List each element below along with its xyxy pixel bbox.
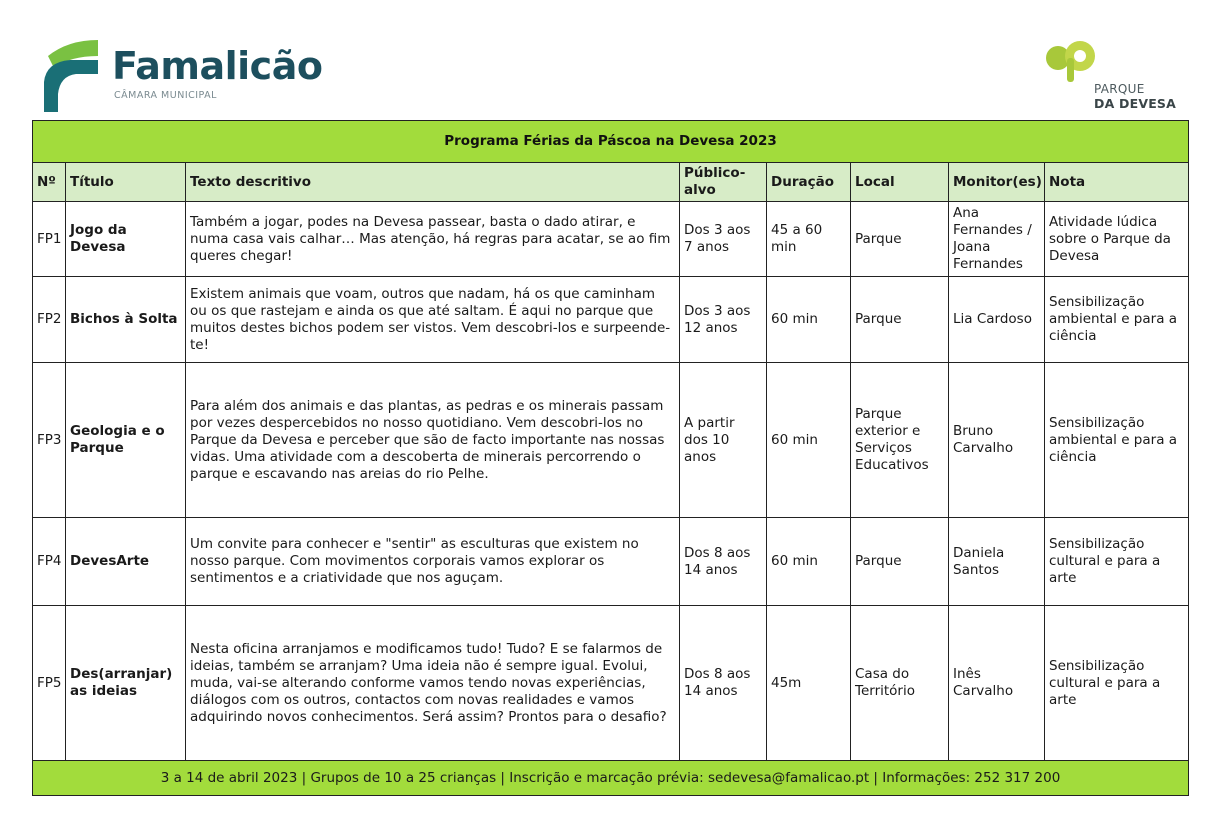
row-description: Existem animais que voam, outros que nadam, há os que caminham ou os que rastejam e ainda os que até saltam. É aqui no parque que muitos destes bichos podem ser vistos. Vem descobri-los e surpeende-te! <box>186 277 680 363</box>
row-title: Des(arranjar) as ideias <box>66 606 186 761</box>
row-location: Parque <box>851 518 949 606</box>
famalicao-emblem-icon <box>40 38 110 116</box>
table-row <box>33 606 1189 761</box>
row-location: Parque <box>851 277 949 363</box>
row-note: Sensibilização cultural e para a arte <box>1045 518 1189 606</box>
row-description: Nesta oficina arranjamos e modificamos tudo! Tudo? E se falarmos de ideias, também se arranjam? Uma ideia não é sempre igual. Evolui, muda, vai-se alterando conforme vamos tendo novas experiências, diálogos com os outros, contactos com novas realidades e vamos adquirindo novos conhecimentos. Será assim? Prontos para o desafio? <box>186 606 680 761</box>
row-location: Parque exterior e Serviços Educativos <box>851 363 949 518</box>
col-header-nota: Nota <box>1045 163 1189 202</box>
col-header-duracao: Duração <box>767 163 851 202</box>
row-title: DevesArte <box>66 518 186 606</box>
row-duration: 60 min <box>767 277 851 363</box>
famalicao-subtitle: CÂMARA MUNICIPAL <box>114 90 217 101</box>
row-description: Para além dos animais e das plantas, as pedras e os minerais passam por vezes despercebidos no nosso quotidiano. Vem descobri-los no Parque da Devesa e perceber que são de facto importante nas nossas vidas. Uma atividade com a descoberta de minerais percorrendo o parque e escavando nas areias do rio Pelhe. <box>186 363 680 518</box>
col-header-local: Local <box>851 163 949 202</box>
col-header-titulo: Título <box>66 163 186 202</box>
row-number: FP1 <box>33 202 66 277</box>
row-monitor: Inês Carvalho <box>949 606 1045 761</box>
col-header-numero: Nº <box>33 163 66 202</box>
row-number: FP2 <box>33 277 66 363</box>
col-header-texto: Texto descritivo <box>186 163 680 202</box>
row-title: Geologia e o Parque <box>66 363 186 518</box>
parque-devesa-logo <box>1044 40 1184 116</box>
row-title: Bichos à Solta <box>66 277 186 363</box>
row-title: Jogo da Devesa <box>66 202 186 277</box>
col-header-publico: Público-alvo <box>680 163 767 202</box>
row-location: Casa do Território <box>851 606 949 761</box>
row-location: Parque <box>851 202 949 277</box>
parque-label: PARQUE <box>1094 82 1145 96</box>
row-duration: 60 min <box>767 518 851 606</box>
da-devesa-label: DA DEVESA <box>1094 96 1177 111</box>
row-description: Também a jogar, podes na Devesa passear, basta o dado atirar, e numa casa vais calhar… Mas atenção, há regras para acatar, se ao fim queres chegar! <box>186 202 680 277</box>
table-header-row <box>33 163 1189 202</box>
row-duration: 60 min <box>767 363 851 518</box>
row-number: FP4 <box>33 518 66 606</box>
row-number: FP5 <box>33 606 66 761</box>
row-audience: Dos 8 aos 14 anos <box>680 518 767 606</box>
row-audience: A partir dos 10 anos <box>680 363 767 518</box>
table-row <box>33 202 1189 277</box>
table-footer: 3 a 14 de abril 2023 | Grupos de 10 a 25 crianças | Inscrição e marcação prévia: sedevesa@famalicao.pt | Informações: 252 317 200 <box>33 761 1189 796</box>
famalicao-brand: Famalicão <box>112 44 323 88</box>
row-note: Sensibilização ambiental e para a ciência <box>1045 363 1189 518</box>
row-number: FP3 <box>33 363 66 518</box>
row-audience: Dos 3 aos 7 anos <box>680 202 767 277</box>
row-monitor: Bruno Carvalho <box>949 363 1045 518</box>
table-row <box>33 363 1189 518</box>
table-title: Programa Férias da Páscoa na Devesa 2023 <box>33 121 1189 163</box>
parque-devesa-emblem-icon <box>1044 40 1104 84</box>
row-note: Atividade lúdica sobre o Parque da Devesa <box>1045 202 1189 277</box>
row-audience: Dos 3 aos 12 anos <box>680 277 767 363</box>
row-audience: Dos 8 aos 14 anos <box>680 606 767 761</box>
table-row <box>33 518 1189 606</box>
table-row <box>33 277 1189 363</box>
row-duration: 45m <box>767 606 851 761</box>
program-table <box>32 120 1189 796</box>
col-header-monitor: Monitor(es) <box>949 163 1045 202</box>
row-duration: 45 a 60 min <box>767 202 851 277</box>
row-monitor: Ana Fernandes / Joana Fernandes <box>949 202 1045 277</box>
row-note: Sensibilização ambiental e para a ciência <box>1045 277 1189 363</box>
row-monitor: Lia Cardoso <box>949 277 1045 363</box>
row-note: Sensibilização cultural e para a arte <box>1045 606 1189 761</box>
famalicao-logo <box>40 38 340 118</box>
row-description: Um convite para conhecer e "sentir" as esculturas que existem no nosso parque. Com movimentos corporais vamos explorar os sentimentos e a criatividade que nos aguçam. <box>186 518 680 606</box>
row-monitor: Daniela Santos <box>949 518 1045 606</box>
